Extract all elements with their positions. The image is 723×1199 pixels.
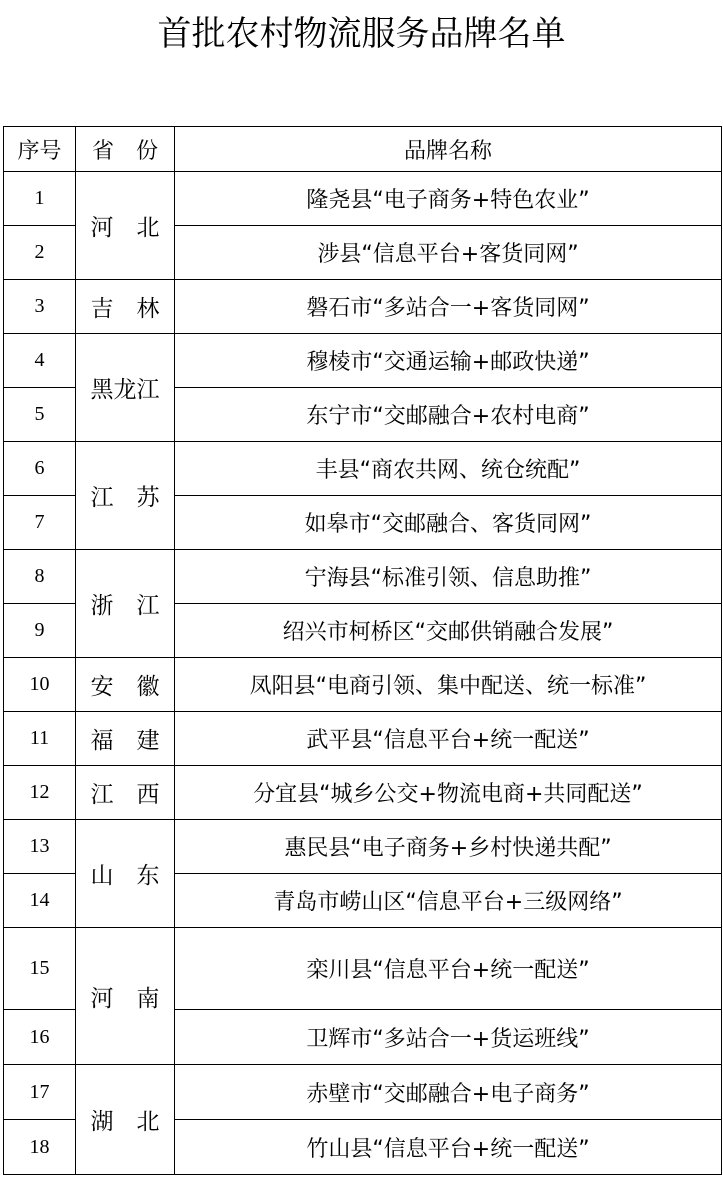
province-cell: 福 建 [76, 712, 175, 766]
province-cell: 湖 北 [76, 1065, 175, 1175]
page-title: 首批农村物流服务品牌名单 [157, 14, 566, 54]
table-row [4, 712, 722, 766]
brand-name: 凤阳县“电商引领、集中配送、统一标准” [175, 658, 722, 712]
row-number: 4 [4, 334, 76, 388]
header-brand: 品牌名称 [175, 127, 722, 172]
province-cell: 黑龙江 [76, 334, 175, 442]
row-number: 17 [4, 1065, 76, 1120]
province-cell: 浙 江 [76, 550, 175, 658]
brand-name: 青岛市崂山区“信息平台+三级网络” [175, 874, 722, 928]
table-row [4, 334, 722, 388]
row-number: 7 [4, 496, 76, 550]
row-number: 13 [4, 820, 76, 874]
row-number: 3 [4, 280, 76, 334]
province-cell: 吉 林 [76, 280, 175, 334]
row-number: 5 [4, 388, 76, 442]
row-number: 6 [4, 442, 76, 496]
row-number: 18 [4, 1120, 76, 1175]
row-number: 12 [4, 766, 76, 820]
province-cell: 山 东 [76, 820, 175, 928]
brand-name: 磐石市“多站合一+客货同网” [175, 280, 722, 334]
province-cell: 安 徽 [76, 658, 175, 712]
table-row [4, 442, 722, 496]
province-cell: 河 南 [76, 928, 175, 1065]
brand-name: 分宜县“城乡公交+物流电商+共同配送” [175, 766, 722, 820]
row-number: 10 [4, 658, 76, 712]
table-row [4, 658, 722, 712]
brand-name: 绍兴市柯桥区“交邮供销融合发展” [175, 604, 722, 658]
brand-name: 如皋市“交邮融合、客货同网” [175, 496, 722, 550]
header-province: 省 份 [76, 127, 175, 172]
row-number: 11 [4, 712, 76, 766]
row-number: 1 [4, 172, 76, 226]
table-row [4, 1065, 722, 1120]
row-number: 15 [4, 928, 76, 1010]
table-row [4, 172, 722, 226]
table-row [4, 820, 722, 874]
brand-name: 丰县“商农共网、统仓统配” [175, 442, 722, 496]
province-cell: 江 西 [76, 766, 175, 820]
brand-name: 宁海县“标准引领、信息助推” [175, 550, 722, 604]
row-number: 9 [4, 604, 76, 658]
table-header-row [4, 127, 722, 172]
brand-name: 穆棱市“交通运输+邮政快递” [175, 334, 722, 388]
brand-name: 赤壁市“交邮融合+电子商务” [175, 1065, 722, 1120]
brand-name: 栾川县“信息平台+统一配送” [175, 928, 722, 1010]
row-number: 2 [4, 226, 76, 280]
province-cell: 河 北 [76, 172, 175, 280]
brand-name: 竹山县“信息平台+统一配送” [175, 1120, 722, 1175]
table-row [4, 928, 722, 1010]
row-number: 14 [4, 874, 76, 928]
province-cell: 江 苏 [76, 442, 175, 550]
table-row [4, 550, 722, 604]
brand-name: 涉县“信息平台+客货同网” [175, 226, 722, 280]
header-num: 序号 [4, 127, 76, 172]
row-number: 16 [4, 1010, 76, 1065]
brand-name: 惠民县“电子商务+乡村快递共配” [175, 820, 722, 874]
brand-list-table [3, 126, 722, 1175]
brand-name: 武平县“信息平台+统一配送” [175, 712, 722, 766]
brand-name: 隆尧县“电子商务+特色农业” [175, 172, 722, 226]
brand-name: 东宁市“交邮融合+农村电商” [175, 388, 722, 442]
row-number: 8 [4, 550, 76, 604]
brand-name: 卫辉市“多站合一+货运班线” [175, 1010, 722, 1065]
table-row [4, 766, 722, 820]
table-row [4, 280, 722, 334]
